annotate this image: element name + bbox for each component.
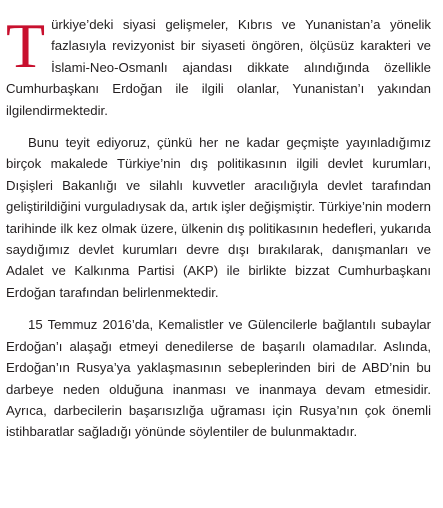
drop-cap: T — [6, 10, 46, 81]
paragraph-1 — [6, 10, 431, 121]
paragraph-2: Bunu teyit ediyoruz, çünkü her ne kadar geçmişte yayınladığımız birçok makalede Türkiye’nin dış politikasının ilgili devlet kurumları, Dışişleri Bakanlığı ve silahlı kuvvetler aracılığıyla devlet tarafından geliştirildiğini vurguladıysak da, artık işler değişmiştir. Türkiye’nin modern tarihinde ilk kez olmak üzere, ülkenin dış politikasının hedefleri, yukarıda saydığımız devlet kurumları devre dışı bırakılarak, danışmanları ve Adalet ve Kalkınma Partisi (AKP) ile birlikte bizzat Cumhurbaşkanı Erdoğan tarafından belirlenmektedir. — [6, 135, 431, 300]
paragraph-1-text: ürkiye’deki siyasi gelişmeler, Kıbrıs ve Yunanistan’a yönelik fazlasıyla revizyonist bir siyaseti öngören, ölçüsüz karakteri ve İslami-Neo-Osmanlı ajandası dikkate alındığında özellikle Cumhurbaşkanı Erdoğan ile ilgili olanlar, Yunanistan’ı yakından ilgilendirmektedir. — [6, 17, 431, 118]
paragraph-3: 15 Temmuz 2016’da, Kemalistler ve Gülencilerle bağlantılı subaylar Erdoğan’ı alaşağı etmeyi denedilerse de başarılı olamadılar. Aslında, Erdoğan’ın Rusya’ya yaklaşmasının sebeplerinden biri de ABD’nin bu darbeye neden olduğuna inanması ve inanmaya devam etmesidir. Ayrıca, darbecilerin başarısızlığa uğraması için Rusya’nın çok önemli istihbaratlar sağladığı yönünde söylentiler de bulunmaktadır. — [6, 317, 431, 440]
